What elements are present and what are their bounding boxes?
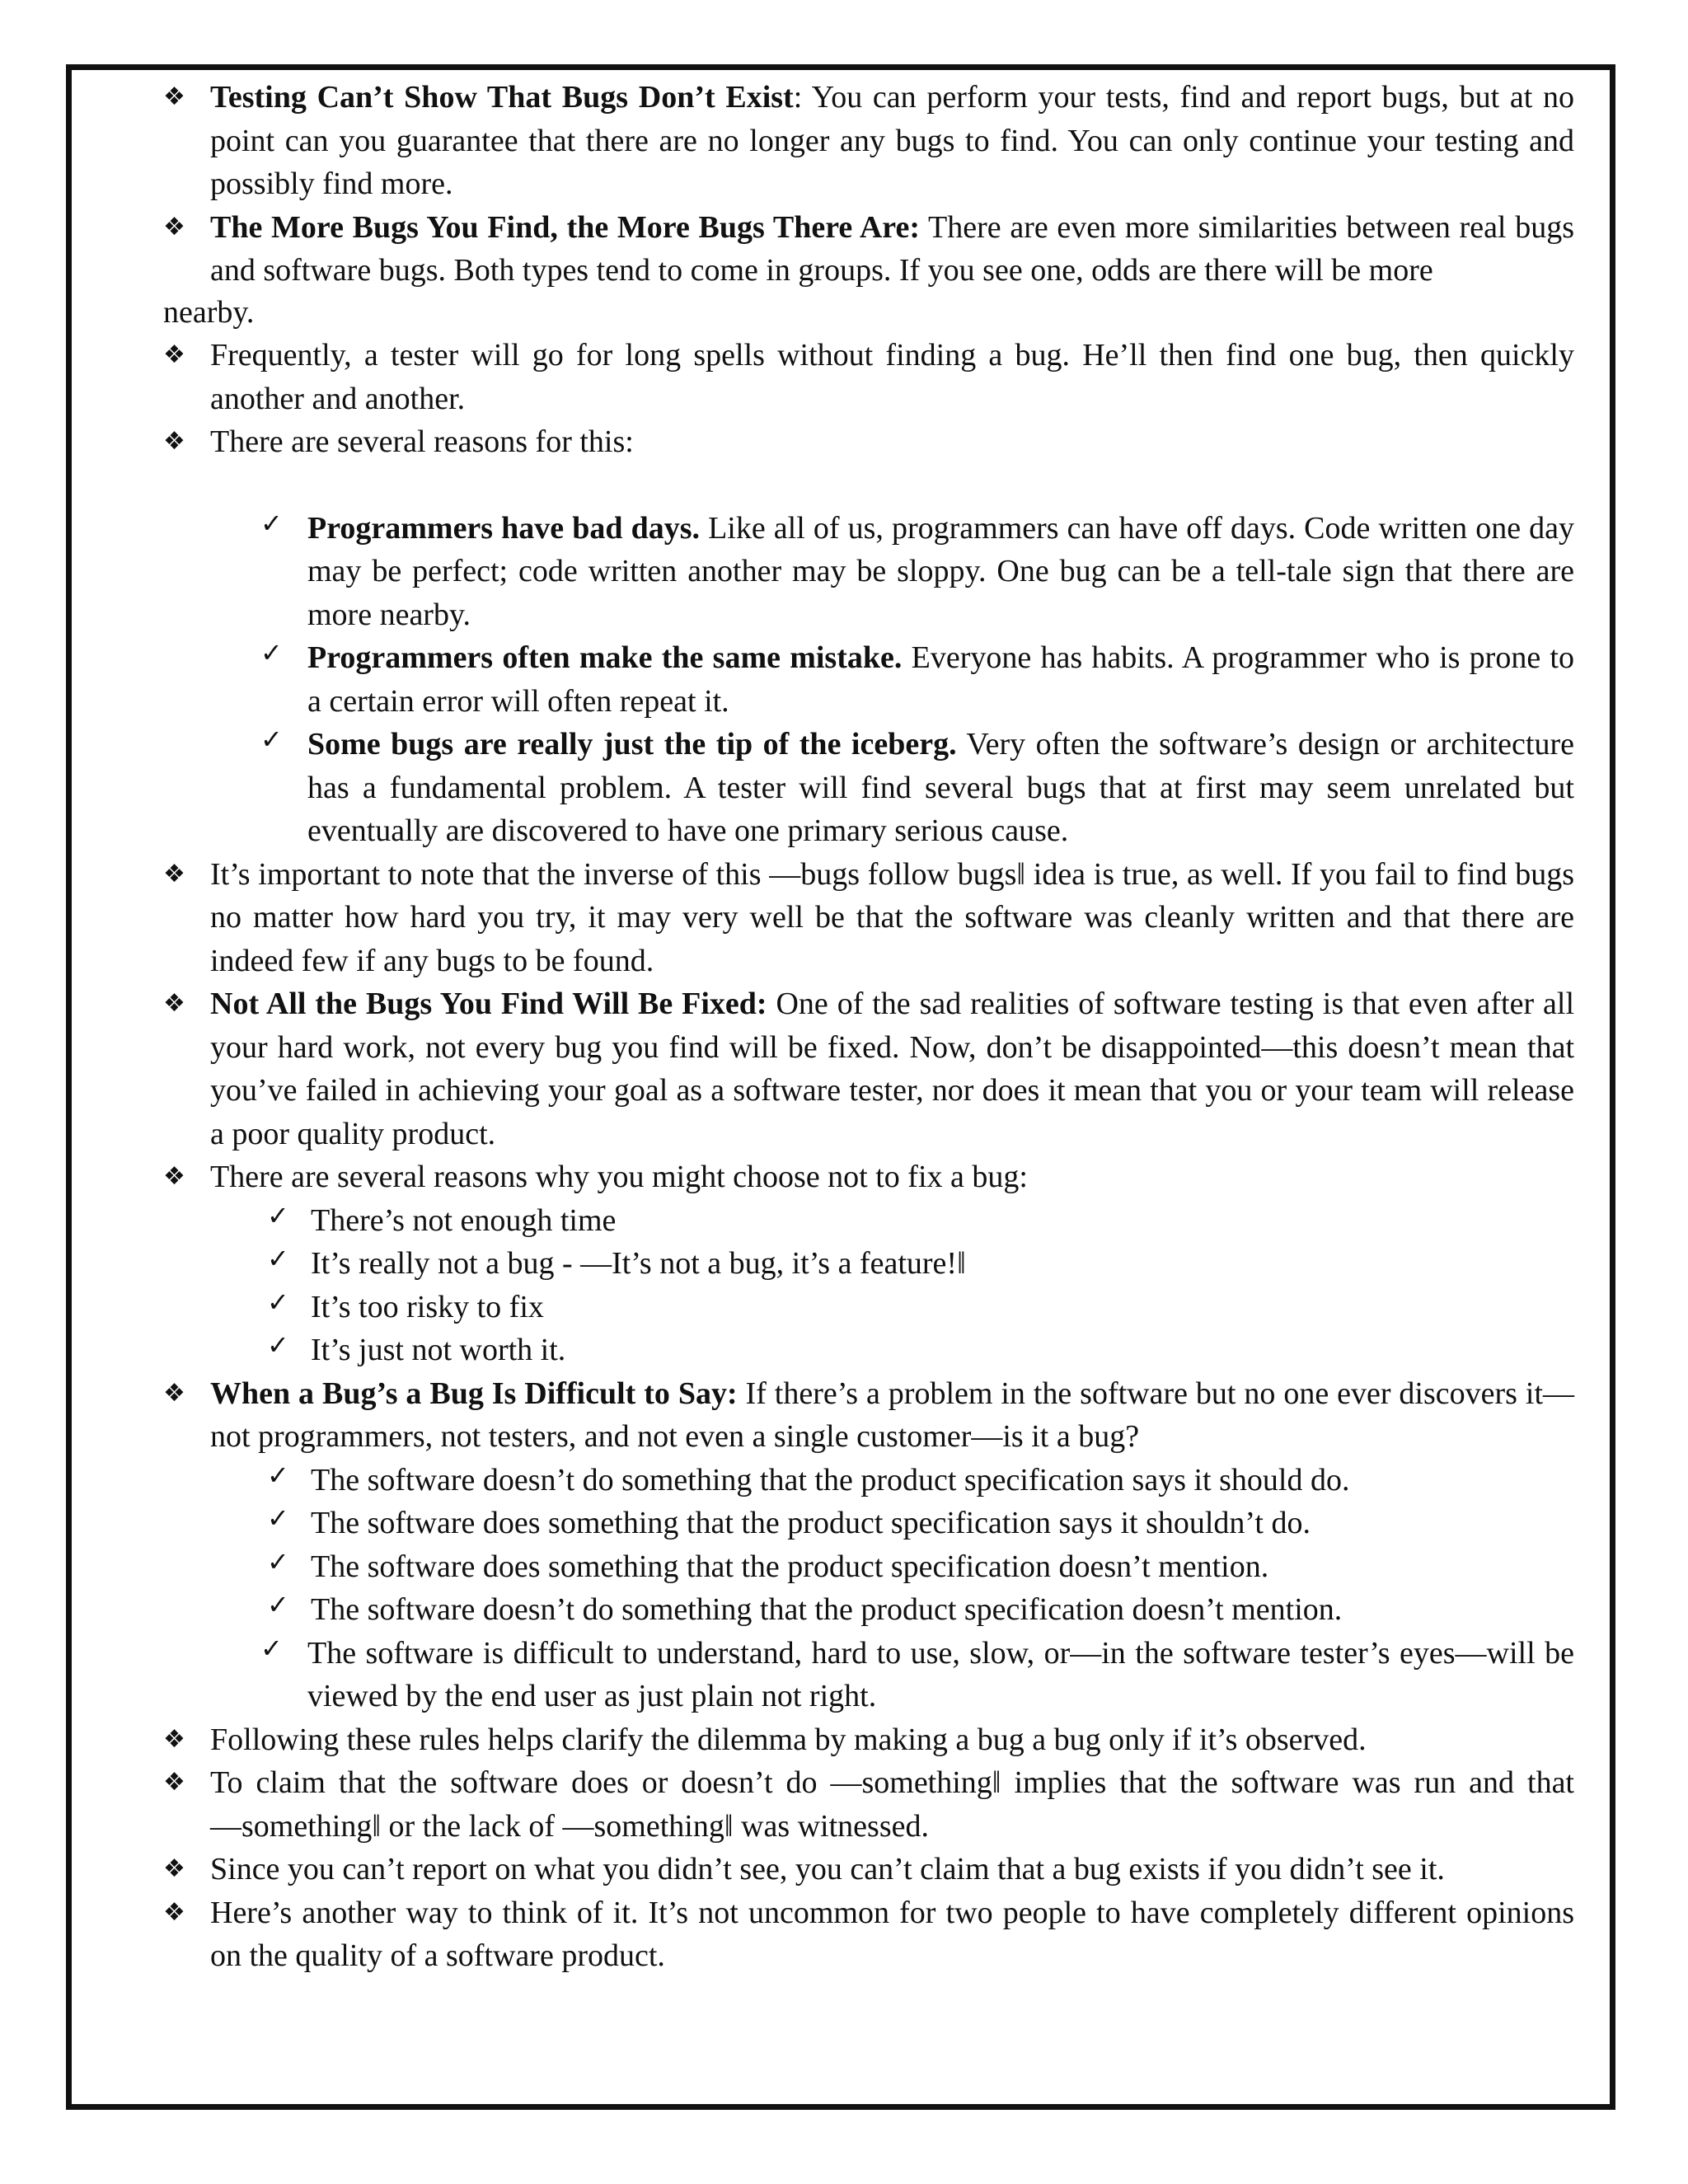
check-icon: ✓	[267, 1329, 289, 1361]
list-item: ❖ The More Bugs You Find, the More Bugs There Are: There are even more similarities between real bugs and software bugs. Both types tend to come in groups. If you see one, odds are there will be more	[99, 206, 1574, 293]
diamond-bullet-icon: ❖	[163, 427, 185, 456]
diamond-bullet-icon: ❖	[163, 989, 185, 1018]
sub-list-item: ✓ It’s too risky to fix	[99, 1286, 1574, 1329]
list-item: ❖ Here’s another way to think of it. It’s not uncommon for two people to have completely different opinions on the quality of a software product.	[99, 1891, 1574, 1978]
list-item: ❖ It’s important to note that the inverse of this ―bugs follow bugs‖ idea is true, as well. If you fail to find bugs no matter how hard you try, it may very well be that the software was cleanly written and that there are indeed few if any bugs to be found.	[99, 853, 1574, 983]
sub-list-item: ✓ The software doesn’t do something that the product specification doesn’t mention.	[99, 1588, 1574, 1632]
check-icon: ✓	[267, 1286, 289, 1318]
check-icon: ✓	[260, 637, 283, 668]
check-icon: ✓	[260, 507, 283, 539]
diamond-bullet-icon: ❖	[163, 1768, 185, 1797]
list-item: ❖ To claim that the software does or doesn’t do ―something‖ implies that the software was run and that ―something‖ or the lack of ―something‖ was witnessed.	[99, 1761, 1574, 1848]
check-icon: ✓	[267, 1459, 289, 1491]
list-item: ❖ Following these rules helps clarify the dilemma by making a bug a bug only if it’s observed.	[99, 1718, 1574, 1762]
diamond-bullet-icon: ❖	[163, 212, 185, 241]
check-icon: ✓	[267, 1545, 289, 1577]
check-icon: ✓	[267, 1502, 289, 1534]
continuation-text: nearby.	[163, 294, 255, 330]
diamond-bullet-icon: ❖	[163, 1162, 185, 1191]
sub-list-item: ✓ It’s just not worth it.	[99, 1329, 1574, 1372]
check-icon: ✓	[267, 1243, 289, 1274]
sub-list-item: ✓ Programmers have bad days. Like all of us, programmers can have off days. Code written one day may be perfect; code written another may be sloppy. One bug can be a tell-tale sign that there are more nearby.	[99, 507, 1574, 637]
list-item: ❖ There are several reasons for this:	[99, 420, 1574, 464]
list-item: ❖ There are several reasons why you might choose not to fix a bug:	[99, 1155, 1574, 1199]
list-item: ❖ Not All the Bugs You Find Will Be Fixed: One of the sad realities of software testing is that even after all your hard work, not every bug you find will be fixed. Now, don’t be disappointed—this doesn’t mean that you’ve failed in achieving your goal as a software tester, nor does it mean that you or your team will release a poor quality product.	[99, 982, 1574, 1155]
check-icon: ✓	[260, 724, 283, 755]
sub-list-item: ✓ The software is difficult to understand, hard to use, slow, or—in the software tester’s eyes—will be viewed by the end user as just plain not right.	[99, 1632, 1574, 1718]
sub-list-item: ✓ The software does something that the product specification says it shouldn’t do.	[99, 1502, 1574, 1545]
diamond-bullet-icon: ❖	[163, 1724, 185, 1754]
check-icon: ✓	[260, 1632, 283, 1664]
sub-list-item: ✓ Some bugs are really just the tip of the iceberg. Very often the software’s design or architecture has a fundamental problem. A tester will find several bugs that at first may seem unrelated but eventually are discovered to have one primary serious cause.	[99, 723, 1574, 853]
diamond-bullet-icon: ❖	[163, 82, 185, 111]
sub-list-item: ✓ It’s really not a bug - ―It’s not a bug, it’s a feature!‖	[99, 1242, 1574, 1286]
list-item: ❖ Frequently, a tester will go for long spells without finding a bug. He’ll then find one bug, then quickly another and another.	[99, 334, 1574, 420]
diamond-bullet-icon: ❖	[163, 1378, 185, 1408]
check-icon: ✓	[267, 1589, 289, 1620]
sub-list-item: ✓ The software does something that the product specification doesn’t mention.	[99, 1545, 1574, 1589]
diamond-bullet-icon: ❖	[163, 340, 185, 369]
list-item: ❖ When a Bug’s a Bug Is Difficult to Say: If there’s a problem in the software but no one ever discovers it—not programmers, not testers, and not even a single customer—is it a bug?	[99, 1372, 1574, 1459]
diamond-bullet-icon: ❖	[163, 1854, 185, 1883]
sub-list-item: ✓ The software doesn’t do something that the product specification says it should do.	[99, 1459, 1574, 1502]
list-item: ❖ Since you can’t report on what you didn’t see, you can’t claim that a bug exists if you didn’t see it.	[99, 1848, 1574, 1891]
sub-list-item: ✓ There’s not enough time	[99, 1199, 1574, 1243]
check-icon: ✓	[267, 1199, 289, 1231]
list-item: ❖ Testing Can’t Show That Bugs Don’t Exist: You can perform your tests, find and report bugs, but at no point can you guarantee that there are no longer any bugs to find. You can only continue your testing and possibly find more.	[99, 76, 1574, 206]
diamond-bullet-icon: ❖	[163, 1897, 185, 1927]
sub-list-item: ✓ Programmers often make the same mistake. Everyone has habits. A programmer who is prone to a certain error will often repeat it.	[99, 636, 1574, 723]
diamond-bullet-icon: ❖	[163, 859, 185, 888]
document-body	[99, 76, 1574, 1978]
